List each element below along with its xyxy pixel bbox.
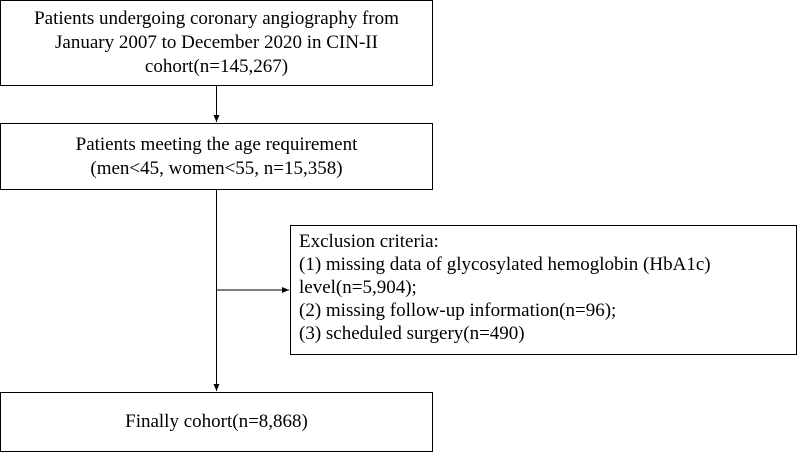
exclusion-item: level(n=5,904); [299, 277, 417, 298]
exclusion-heading: Exclusion criteria: [299, 231, 439, 252]
box-initial-cohort [0, 0, 433, 86]
box-text-line: Patients meeting the age requirement [75, 133, 358, 155]
box-text-line: Finally cohort(n=8,868) [125, 411, 308, 432]
box-text-line: (men<45, women<55, n=15,358) [90, 157, 343, 179]
exclusion-item: (1) missing data of glycosylated hemoglobin (HbA1c) [299, 254, 711, 275]
exclusion-item: (2) missing follow-up information(n=96); [299, 300, 617, 321]
box-exclusion-criteria [290, 225, 797, 355]
box-text-line: cohort(n=145,267) [144, 56, 289, 77]
box-final-cohort [0, 392, 433, 452]
box-age-requirement [0, 123, 433, 190]
exclusion-item: (3) scheduled surgery(n=490) [299, 323, 525, 344]
box-text-line: January 2007 to December 2020 in CIN-II [55, 32, 378, 53]
box-text-line: Patients undergoing coronary angiography from [34, 8, 399, 29]
